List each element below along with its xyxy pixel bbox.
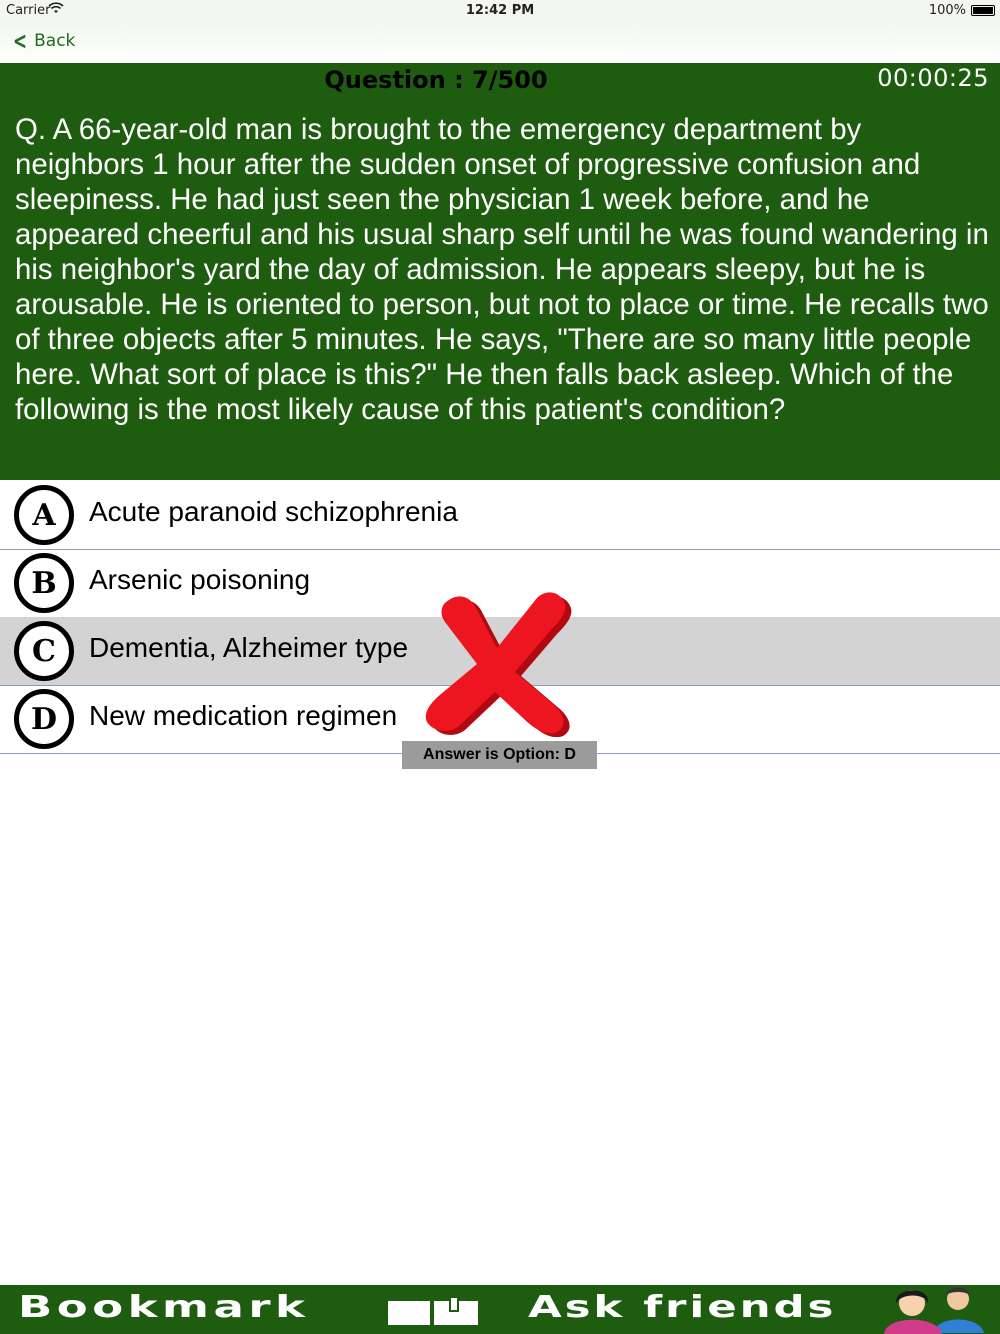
back-button[interactable] [10, 29, 75, 53]
status-bar [0, 0, 1000, 22]
question-panel [0, 63, 1000, 480]
ask-friends-button[interactable]: Ask friends [528, 1290, 837, 1325]
option-letter-a: A [14, 485, 74, 545]
battery-percentage: 100% [928, 3, 966, 18]
bottom-bar [0, 1285, 1000, 1334]
bookmark-button[interactable]: Bookmark [18, 1290, 310, 1325]
option-label-a: Acute paranoid schizophrenia [89, 496, 458, 527]
option-label-d: New medication regimen [89, 700, 398, 731]
timer: 00:00:25 [877, 64, 989, 92]
answer-toast: Answer is Option: D [402, 741, 597, 769]
question-counter: Question : 7/500 [324, 66, 548, 94]
navigation-bar [0, 22, 1000, 63]
option-label-c: Dementia, Alzheimer type [89, 632, 409, 663]
friends-icon[interactable] [866, 1285, 996, 1334]
question-text: Q. A 66-year-old man is brought to the emergency department by neighbors 1 hour after the sudden onset of progressive confusion and sleepiness. He had just seen the physician 1 week before, and he appeared cheerful and his usual sharp self until he was found wandering in his neighbor's yard the day of admission. He appears sleepy, but he is arousable. He is oriented to person, but not to place or time. He recalls two of three objects after 5 minutes. He says, "There are so many little people here. What sort of place is this?" He then falls back asleep. Which of the following is the most likely cause of this patient's condition? [15, 113, 989, 426]
option-letter-d: D [14, 689, 74, 749]
back-label: Back [34, 31, 76, 51]
option-a[interactable] [0, 481, 1000, 550]
book-icon[interactable] [386, 1297, 481, 1327]
option-letter-c: C [14, 621, 74, 681]
battery-icon [971, 5, 995, 16]
option-label-b: Arsenic poisoning [89, 564, 311, 595]
option-letter-b: B [14, 553, 74, 613]
chevron-left-icon: < [13, 27, 28, 55]
carrier-label: Carrier [6, 3, 51, 18]
wrong-answer-x-icon [425, 592, 577, 737]
clock: 12:42 PM [465, 3, 535, 18]
